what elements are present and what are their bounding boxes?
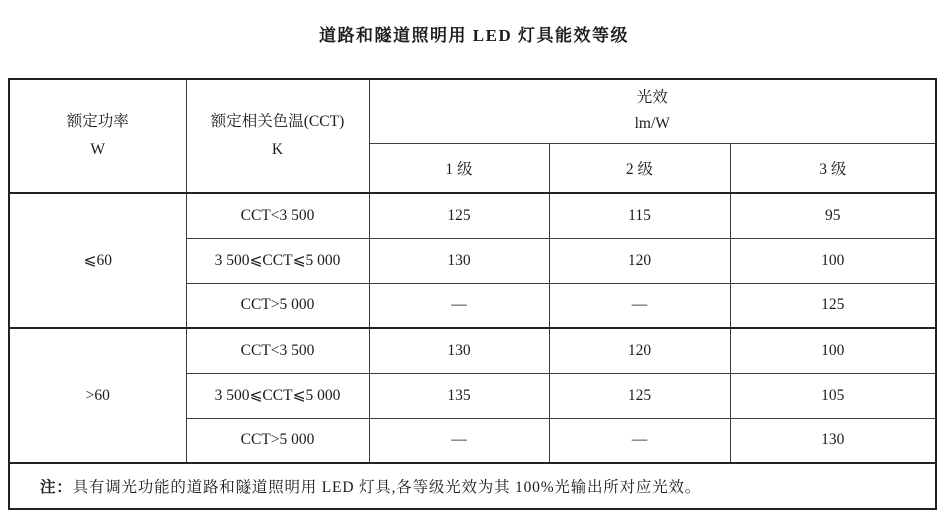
cct-range-cell: CCT>5 000 <box>186 283 369 328</box>
efficacy-value-cell: — <box>369 283 549 328</box>
header-grade-2: 2 级 <box>549 143 730 193</box>
cct-range-cell: CCT<3 500 <box>186 328 369 373</box>
table-note <box>9 463 936 509</box>
cct-range-cell: CCT<3 500 <box>186 193 369 238</box>
cct-range-cell: 3 500⩽CCT⩽5 000 <box>186 238 369 283</box>
efficacy-value-cell: 130 <box>369 328 549 373</box>
efficacy-value-cell: 125 <box>549 373 730 418</box>
efficacy-value-cell: 125 <box>369 193 549 238</box>
efficacy-value-cell: 120 <box>549 238 730 283</box>
note-label: 注： <box>40 479 73 496</box>
efficacy-value-cell: — <box>369 418 549 463</box>
efficacy-value-cell: — <box>549 418 730 463</box>
efficacy-value-cell: 130 <box>369 238 549 283</box>
efficacy-value-cell: 100 <box>730 238 936 283</box>
header-cct <box>186 79 369 193</box>
header-rated-power-label: 额定功率 <box>66 113 129 130</box>
efficacy-value-cell: 130 <box>730 418 936 463</box>
efficacy-value-cell: 125 <box>730 283 936 328</box>
header-row-main <box>9 79 936 143</box>
header-cct-unit: K <box>271 141 284 158</box>
header-rated-power-unit: W <box>90 141 106 158</box>
efficacy-value-cell: 120 <box>549 328 730 373</box>
cct-range-cell: CCT>5 000 <box>186 418 369 463</box>
efficacy-value-cell: 105 <box>730 373 936 418</box>
cct-range-cell: 3 500⩽CCT⩽5 000 <box>186 373 369 418</box>
header-grade-1: 1 级 <box>369 143 549 193</box>
table-row <box>9 193 936 238</box>
efficacy-value-cell: 115 <box>549 193 730 238</box>
note-text: 具有调光功能的道路和隧道照明用 LED 灯具,各等级光效为其 100%光输出所对应光效。 <box>72 479 702 496</box>
efficacy-value-cell: 100 <box>730 328 936 373</box>
efficacy-value-cell: 95 <box>730 193 936 238</box>
table-row <box>9 328 936 373</box>
table-title: 道路和隧道照明用 LED 灯具能效等级 <box>319 26 629 45</box>
efficacy-table <box>8 78 937 510</box>
efficacy-value-cell: 135 <box>369 373 549 418</box>
header-efficacy-label: 光效 <box>636 89 668 107</box>
efficacy-value-cell: — <box>549 283 730 328</box>
power-cell: >60 <box>9 328 186 463</box>
header-efficacy-unit: lm/W <box>634 115 670 133</box>
power-cell: ⩽60 <box>9 193 186 328</box>
header-grade-3: 3 级 <box>730 143 936 193</box>
header-rated-power <box>9 79 186 193</box>
note-row <box>9 463 936 509</box>
header-efficacy <box>369 79 936 143</box>
header-cct-label: 额定相关色温(CCT) <box>210 113 345 130</box>
